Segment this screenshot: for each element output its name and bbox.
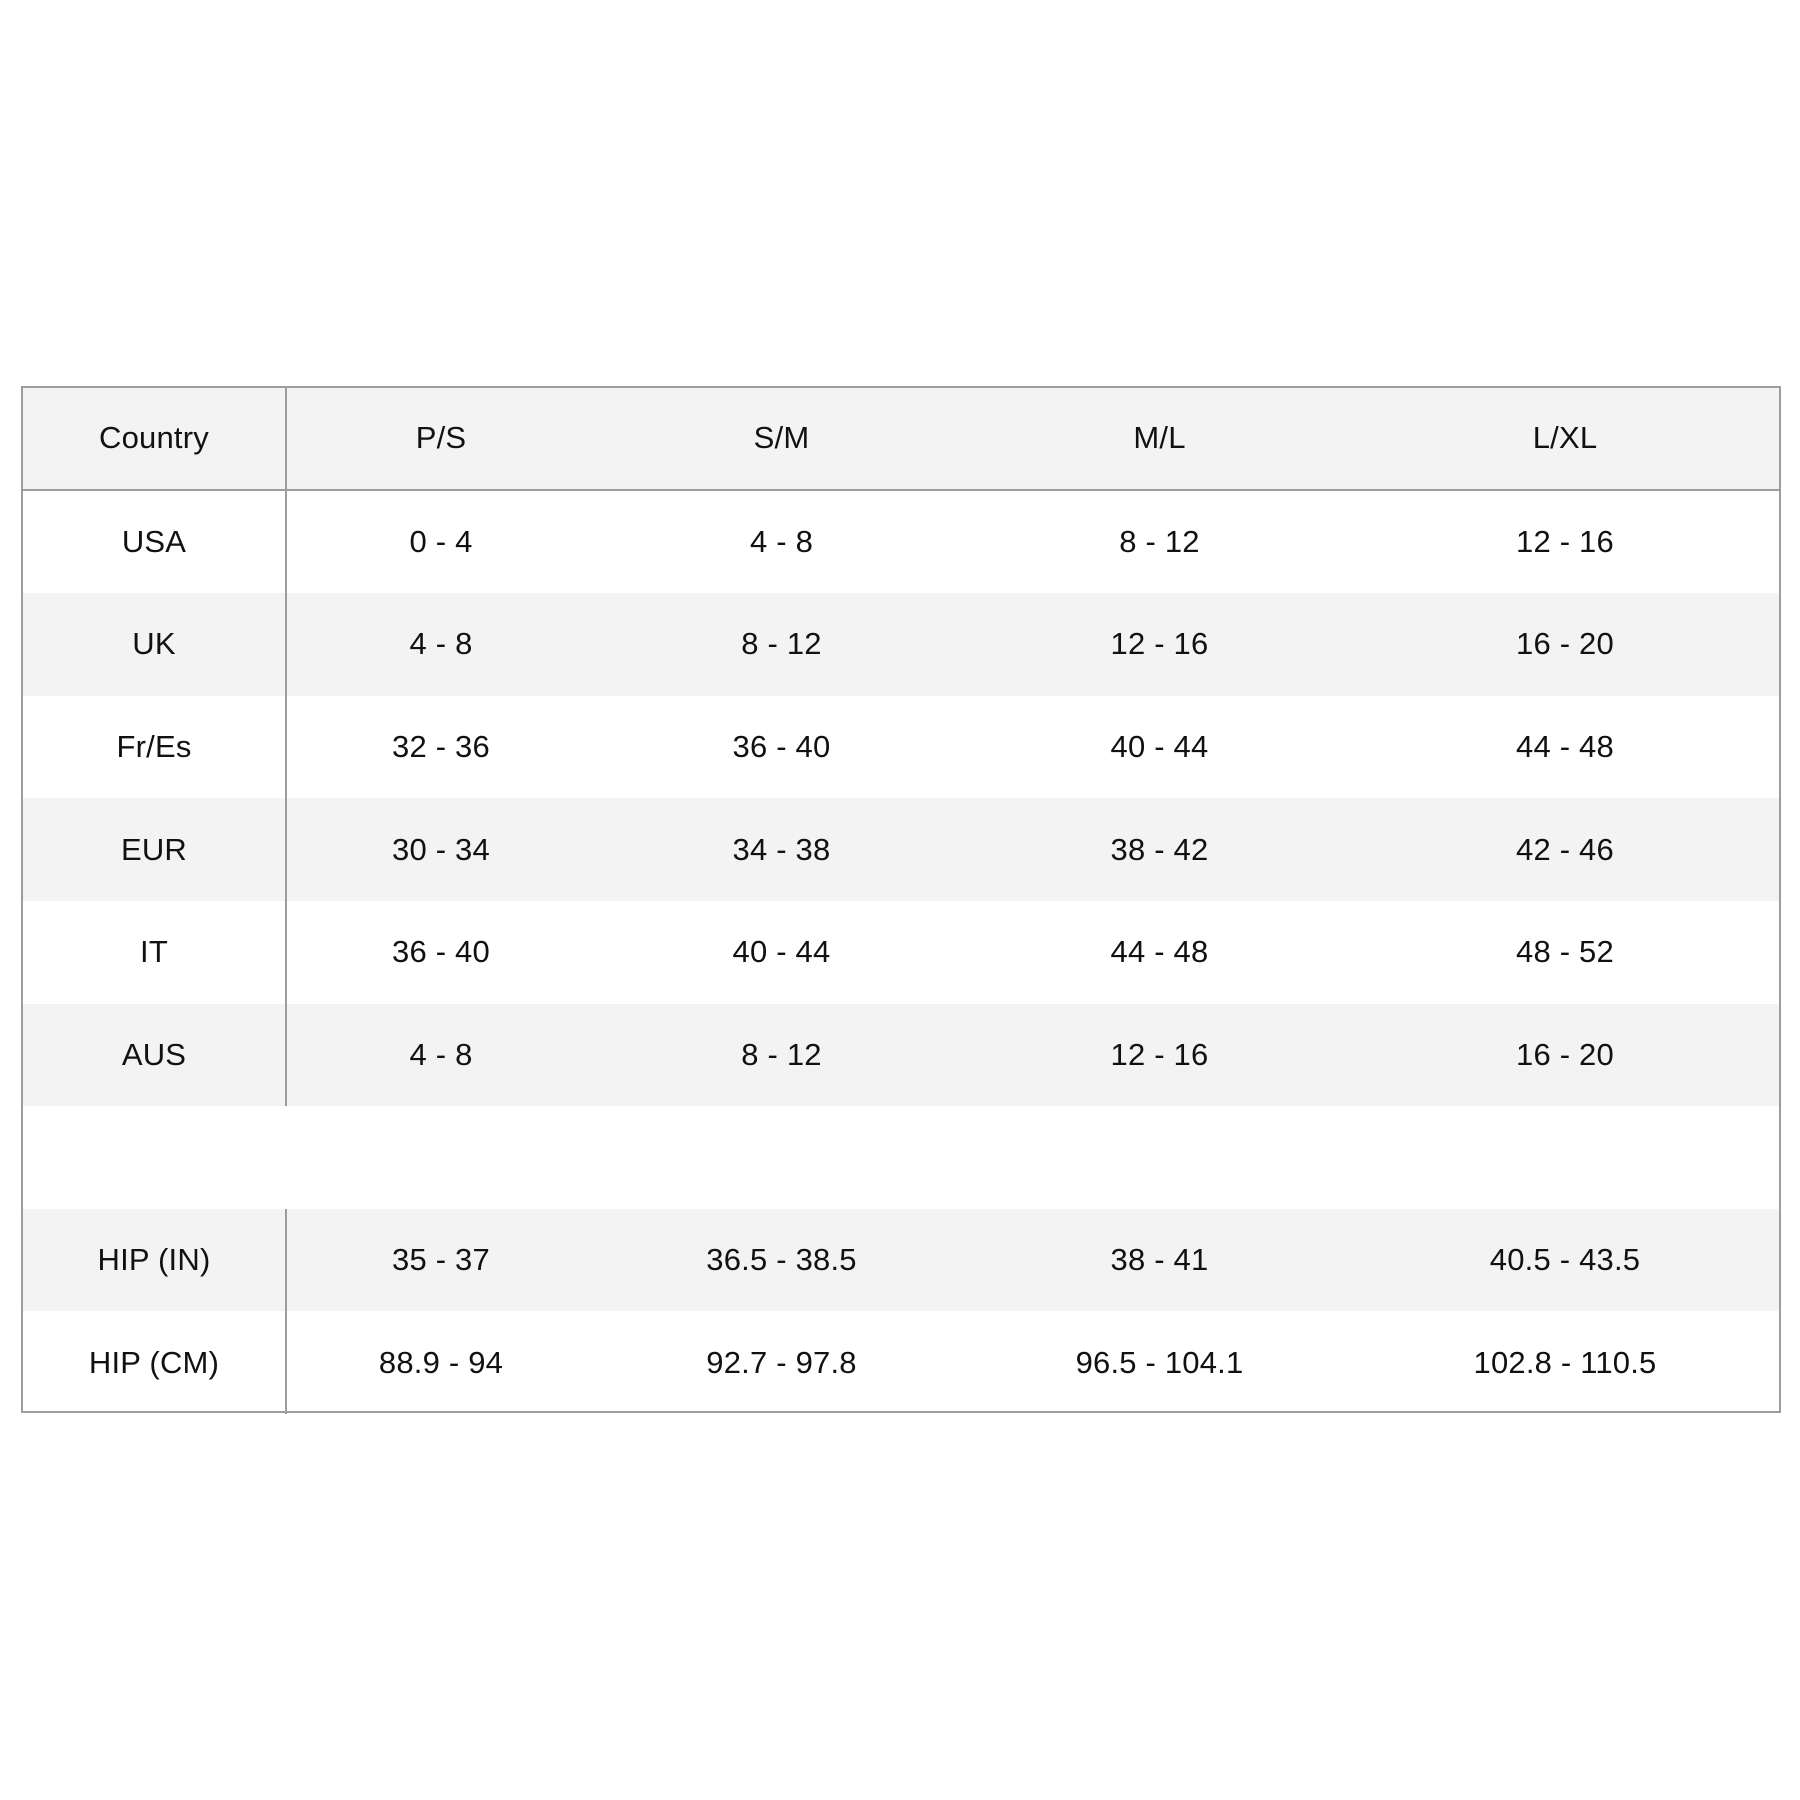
table-cell: 30 - 34 (392, 831, 490, 867)
table-section-spacer (23, 1106, 1779, 1209)
table-cell: 88.9 - 94 (378, 1344, 504, 1380)
table-cell: 35 - 37 (392, 1242, 490, 1278)
table-cell: 12 - 16 (1516, 523, 1614, 559)
table-row-fr-es (23, 696, 1779, 799)
table-cell: 40 - 44 (1110, 729, 1209, 765)
table-cell: 36.5 - 38.5 (706, 1242, 857, 1278)
table-cell: 48 - 52 (1516, 934, 1614, 970)
table-cell: 44 - 48 (1110, 934, 1209, 970)
table-cell: 8 - 12 (741, 1036, 822, 1072)
table-cell: 4 - 8 (409, 1036, 473, 1072)
row-label: HIP (CM) (23, 1311, 287, 1414)
table-cell: 92.7 - 97.8 (706, 1344, 857, 1380)
table-cell: 4 - 8 (409, 626, 473, 662)
row-label: EUR (23, 798, 287, 901)
table-cell: 36 - 40 (732, 729, 831, 765)
table-cell: 8 - 12 (741, 626, 822, 662)
table-row-uk (23, 593, 1779, 696)
table-cell: 40.5 - 43.5 (1489, 1242, 1641, 1278)
table-cell: 42 - 46 (1516, 831, 1614, 867)
row-label: Fr/Es (23, 696, 287, 799)
header-size-lxl: L/XL (1532, 420, 1598, 456)
table-cell: 16 - 20 (1516, 1036, 1614, 1072)
table-cell: 12 - 16 (1110, 626, 1209, 662)
header-size-sm: S/M (753, 420, 810, 456)
table-cell: 38 - 42 (1110, 831, 1209, 867)
table-row-aus (23, 1004, 1779, 1107)
table-cell: 40 - 44 (732, 934, 831, 970)
header-size-ps: P/S (415, 420, 467, 456)
table-cell: 0 - 4 (409, 523, 473, 559)
table-cell: 102.8 - 110.5 (1473, 1344, 1657, 1380)
table-row-hip-cm (23, 1311, 1779, 1414)
row-label: IT (23, 901, 287, 1004)
row-label: UK (23, 593, 287, 696)
header-size-ml: M/L (1133, 420, 1186, 456)
table-row-hip-in (23, 1209, 1779, 1312)
table-cell: 34 - 38 (732, 831, 831, 867)
table-row-usa (23, 491, 1779, 594)
row-label: USA (23, 491, 287, 594)
table-cell: 16 - 20 (1516, 626, 1614, 662)
row-label: HIP (IN) (23, 1209, 287, 1312)
table-cell: 96.5 - 104.1 (1075, 1344, 1244, 1380)
table-cell: 44 - 48 (1516, 729, 1614, 765)
table-cell: 4 - 8 (749, 523, 814, 559)
table-row-it (23, 901, 1779, 1004)
table-cell: 32 - 36 (392, 729, 490, 765)
table-row-eur (23, 798, 1779, 901)
row-label: AUS (23, 1004, 287, 1107)
table-cell: 38 - 41 (1110, 1242, 1209, 1278)
table-header-row (23, 388, 1779, 491)
table-cell: 8 - 12 (1119, 523, 1200, 559)
table-cell: 36 - 40 (392, 934, 490, 970)
size-chart-table (21, 386, 1781, 1413)
table-cell: 12 - 16 (1110, 1036, 1209, 1072)
header-country: Country (23, 388, 287, 489)
